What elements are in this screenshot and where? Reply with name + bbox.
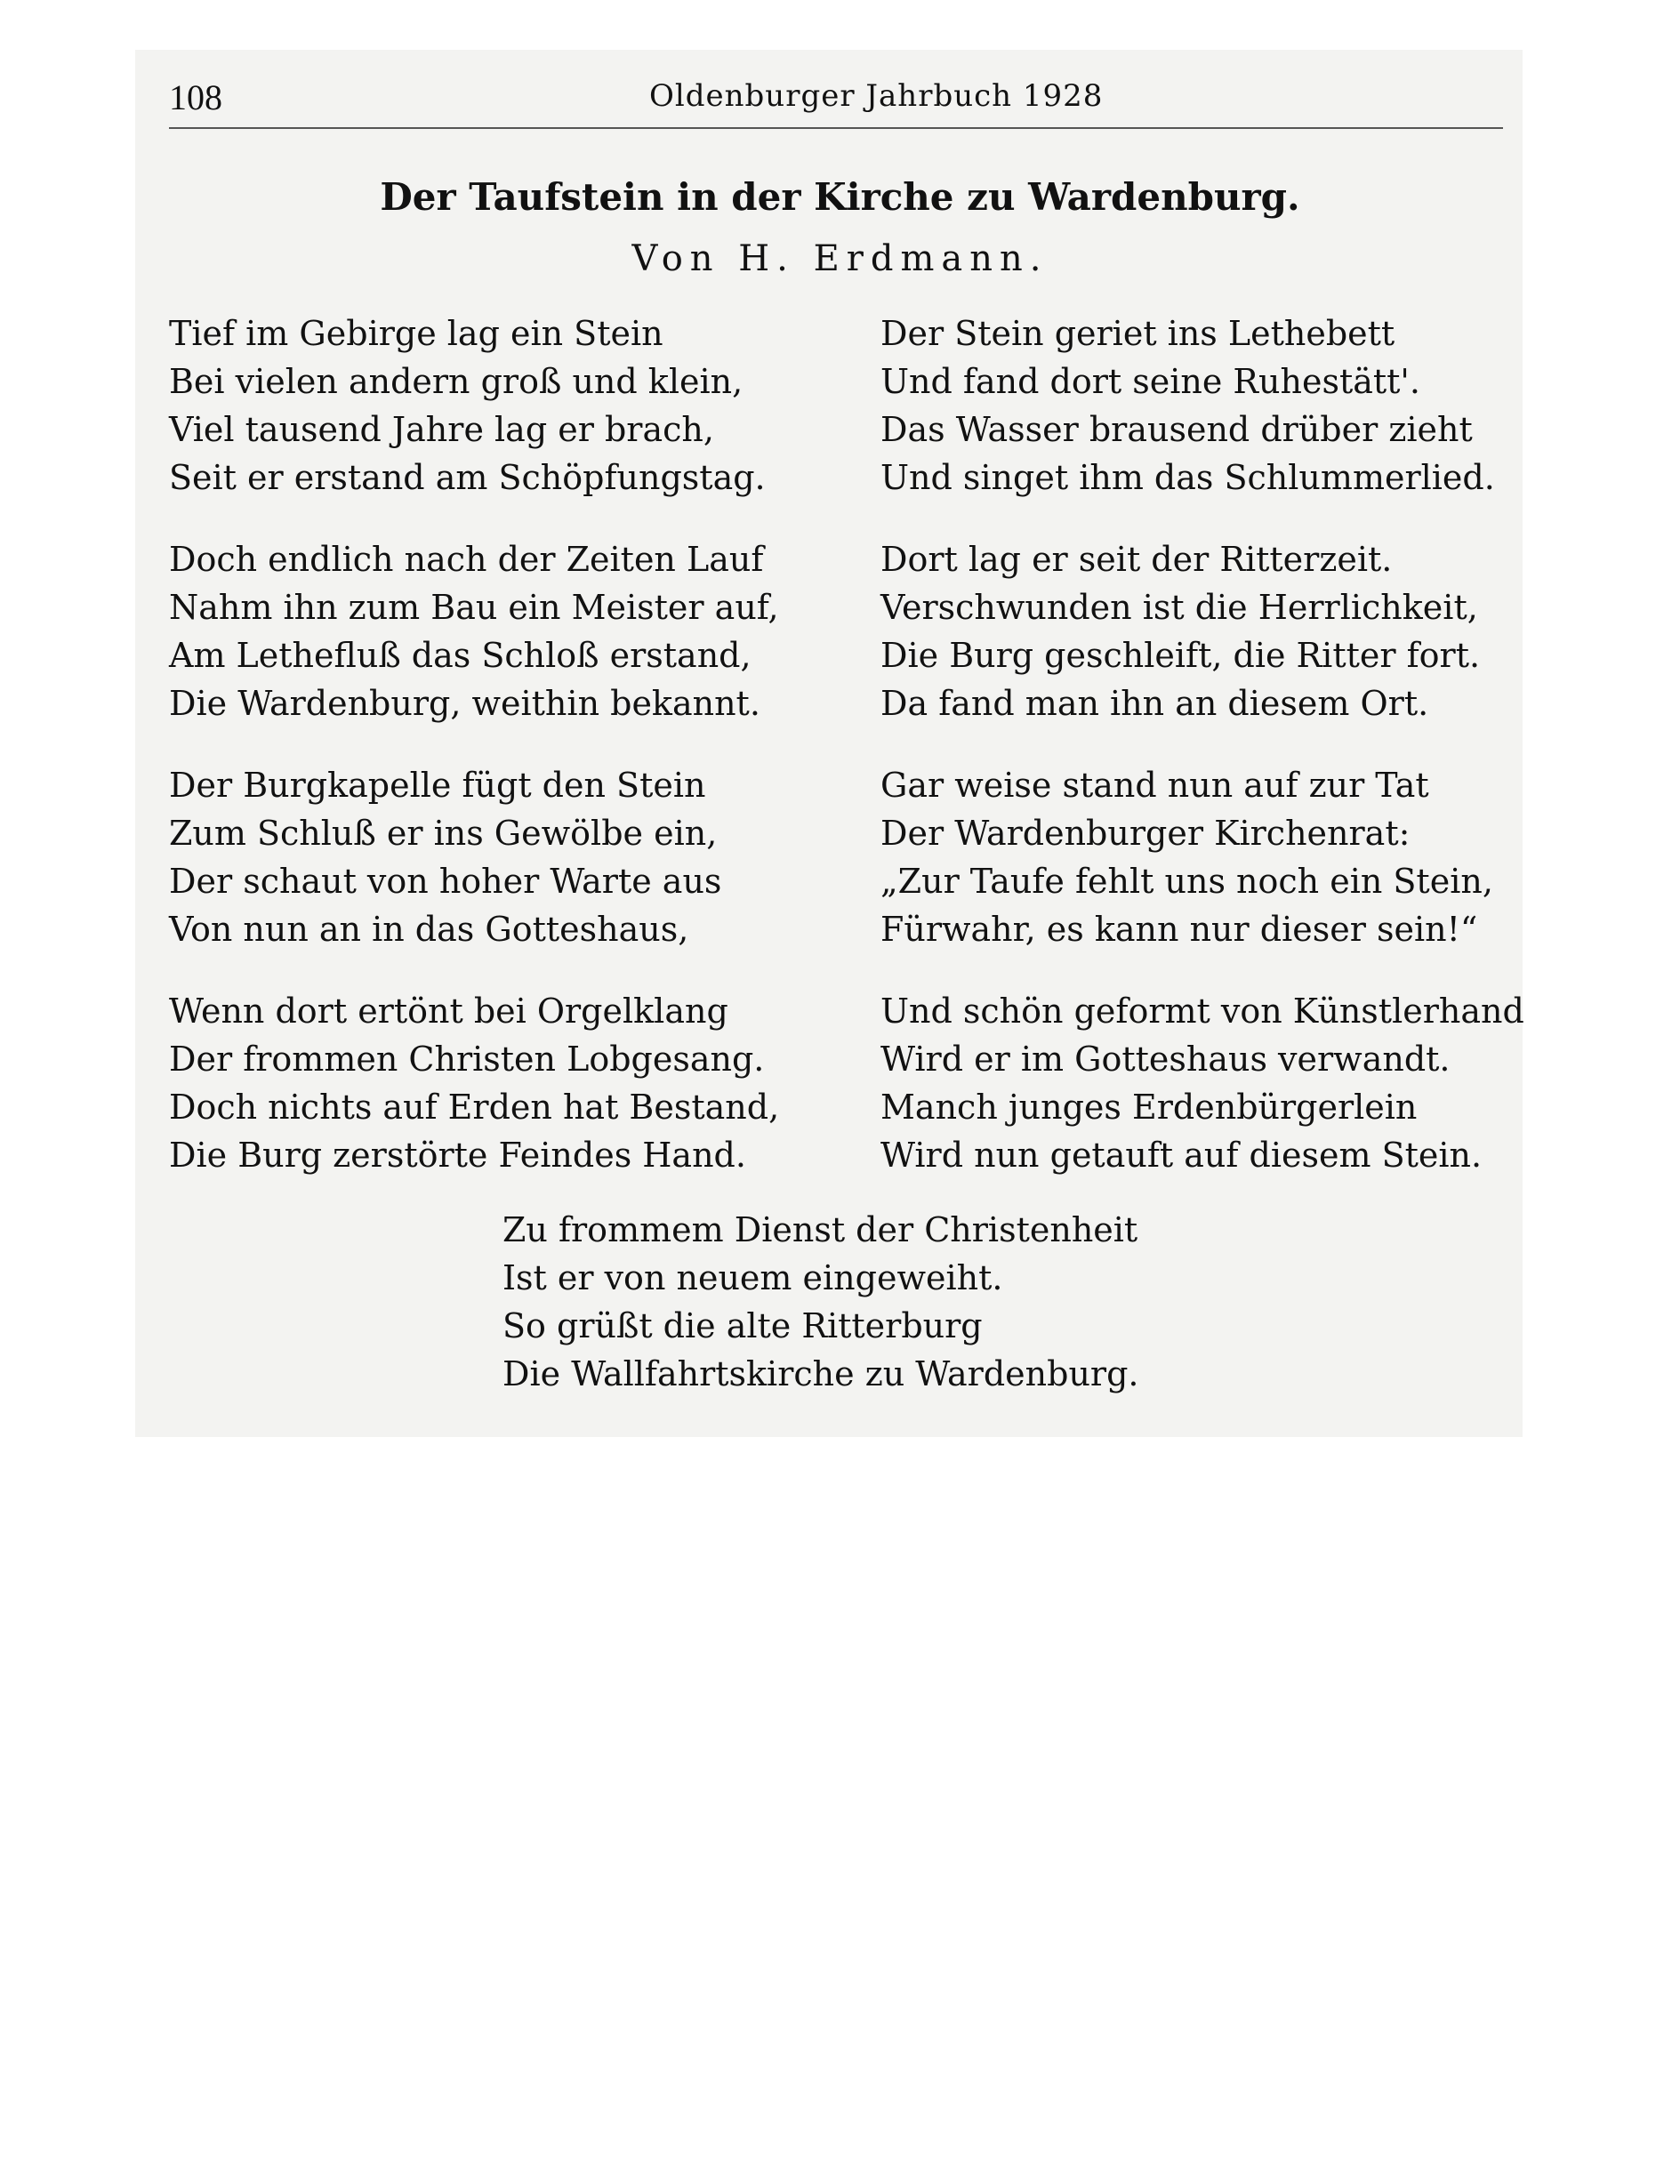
verse-line: Die Burg zerstörte Feindes Hand. [169,1136,746,1175]
verse-line: Der frommen Christen Lobgesang. [169,1040,765,1079]
verse-line: Da fand man ihn an diesem Ort. [880,684,1429,723]
final-stanza [502,1206,1303,1398]
verse-line: Zu frommem Dienst der Christenheit [502,1210,1138,1249]
verse-line: Und schön geformt von Künstlerhand [880,992,1524,1031]
page-header [169,76,1503,130]
verse-line: Ist er von neuem eingeweiht. [502,1258,1003,1297]
verse-line: Manch junges Erdenbürgerlein [880,1088,1418,1127]
verse-line: Und fand dort seine Ruhestätt'. [880,362,1420,401]
verse-line: Und singet ihm das Schlummerlied. [880,458,1495,497]
verse-line: Die Burg geschleift, die Ritter fort. [880,636,1481,675]
stanza [880,761,1556,953]
verse-line: Bei vielen andern groß und klein, [169,362,744,401]
verse-line: Tief im Gebirge lag ein Stein [169,314,663,353]
verse-line: Viel tausend Jahre lag er brach, [169,410,714,449]
stanza [880,309,1556,502]
verse-line: „Zur Taufe fehlt uns noch ein Stein, [880,862,1493,901]
verse-line: Von nun an in das Gotteshaus, [169,910,689,949]
verse-line: Seit er erstand am Schöpfungstag. [169,458,766,497]
verse-line: Gar weise stand nun auf zur Tat [880,766,1429,805]
poem-author: Von H. Erdmann. [631,238,1049,279]
stanza [169,987,845,1179]
stanza [169,309,845,502]
verse-line: Die Wallfahrtskirche zu Wardenburg. [502,1354,1139,1393]
verse-line: Zum Schluß er ins Gewölbe ein, [169,814,718,853]
verse-line: Doch endlich nach der Zeiten Lauf [169,540,764,579]
verse-line: Nahm ihn zum Bau ein Meister auf, [169,588,779,627]
verse-line: Dort lag er seit der Ritterzeit. [880,540,1393,579]
verse-line: Der Burgkapelle fügt den Stein [169,766,706,805]
stanza [169,535,845,727]
verse-line: Der schaut von hoher Warte aus [169,862,722,901]
verse-line: Die Wardenburg, weithin bekannt. [169,684,760,723]
verse-line: Doch nichts auf Erden hat Bestand, [169,1088,780,1127]
stanza [169,761,845,953]
verse-line: Der Wardenburger Kirchenrat: [880,814,1411,853]
left-column [169,309,845,1213]
verse-line: Wird er im Gotteshaus verwandt. [880,1040,1451,1079]
verse-line: Wenn dort ertönt bei Orgelklang [169,992,728,1031]
verse-line: Das Wasser brausend drüber zieht [880,410,1473,449]
verse-line: Fürwahr, es kann nur dieser sein!“ [880,910,1478,949]
stanza [880,987,1556,1179]
header-divider [169,127,1503,129]
verse-line: Am Lethefluß das Schloß erstand, [169,636,752,675]
verse-line: Der Stein geriet ins Lethebett [880,314,1395,353]
verse-line: Wird nun getauft auf diesem Stein. [880,1136,1483,1175]
right-column [880,309,1556,1213]
running-title: Oldenburger Jahrbuch 1928 [649,78,1104,114]
poem-title: Der Taufstein in der Kirche zu Wardenburg. [380,175,1300,219]
page-number: 108 [169,77,222,117]
verse-line: So grüßt die alte Ritterburg [502,1306,983,1345]
verse-line: Verschwunden ist die Herrlichkeit, [880,588,1478,627]
stanza [880,535,1556,727]
